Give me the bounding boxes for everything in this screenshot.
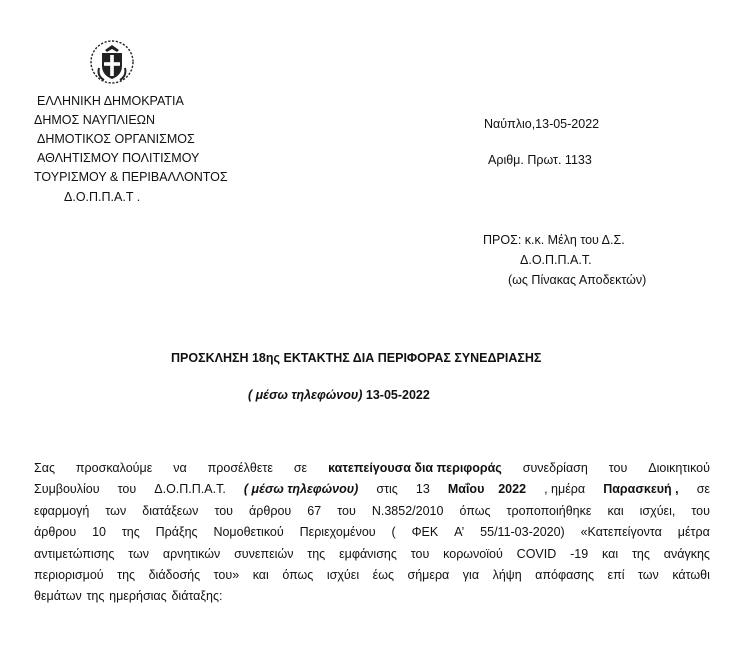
recipients-line-1: ΠΡΟΣ: κ.κ. Μέλη του Δ.Σ. — [483, 233, 625, 247]
word: σήμερα — [407, 568, 450, 583]
word: 10 — [92, 525, 106, 540]
word: ημερήσιας — [109, 589, 167, 604]
word: απόφασης — [535, 568, 594, 583]
header-line-4: ΑΘΛΗΤΙΣΜΟΥ ΠΟΛΙΤΙΣΜΟΥ — [37, 151, 200, 165]
word: κορωνοϊού — [443, 546, 503, 561]
word: συνεδρίαση — [522, 461, 588, 475]
word: 67 — [307, 503, 322, 518]
word: έως — [372, 568, 394, 583]
word: συνεπειών — [234, 546, 294, 561]
word: Δ.Ο.Π.Π.Α.Τ. — [154, 482, 226, 497]
word: της — [117, 568, 136, 583]
word: της — [631, 546, 650, 561]
body-line-5 — [34, 544, 710, 565]
word: ( — [391, 525, 396, 540]
word: των — [105, 503, 127, 518]
body-line-2 — [34, 479, 710, 500]
protocol-number: Αριθμ. Πρωτ. 1133 — [488, 153, 592, 167]
word: Α’ — [454, 525, 465, 540]
word: του — [214, 503, 233, 518]
word: σε — [696, 482, 710, 497]
word: Διοικητικού — [648, 461, 710, 475]
bold-date: Μαΐου 2022 — [447, 482, 527, 497]
bold-day: Παρασκευή , — [603, 482, 679, 497]
word: αντιμετώπισης — [34, 546, 115, 561]
word: του — [410, 546, 430, 561]
word: Συμβουλίου — [34, 482, 100, 497]
body-line-6 — [34, 565, 710, 586]
word: των — [128, 546, 150, 561]
word: σε — [293, 461, 308, 475]
word: διάδοσής — [148, 568, 201, 583]
document-title: ΠΡΟΣΚΛΗΣΗ 18ης ΕΚΤΑΚΤΗΣ ΔΙΑ ΠΕΡΙΦΟΡΑΣ ΣΥΝΕΔΡΙΑΣΗΣ — [171, 351, 542, 365]
word: όπως — [282, 568, 314, 583]
recipients-line-2: Δ.Ο.Π.Π.Α.Τ. — [520, 253, 592, 267]
body-line-7 — [34, 586, 710, 607]
word: αρνητικών — [162, 546, 221, 561]
word: και — [607, 503, 624, 518]
word: , ημέρα — [544, 482, 586, 497]
word: τροποποιήθηκε — [506, 503, 592, 518]
word: 13 — [415, 482, 430, 497]
word: ισχύει — [326, 568, 360, 583]
word: 55/11-03-2020) — [480, 525, 565, 540]
body-line-1 — [34, 458, 710, 479]
word: Ν.3852/2010 — [371, 503, 444, 518]
word: ισχύει, — [639, 503, 676, 518]
word: της — [307, 546, 326, 561]
bold-phrase: ( μέσω τηλεφώνου) — [243, 482, 359, 497]
word: Πράξης — [155, 525, 198, 540]
word: εφαρμογή — [34, 503, 90, 518]
word: στις — [376, 482, 398, 497]
word: «Κατεπείγοντα — [580, 525, 662, 540]
word: Νομοθετικού — [213, 525, 284, 540]
greek-emblem-icon — [90, 38, 134, 86]
body-line-4 — [34, 522, 710, 543]
word: του» — [213, 568, 240, 583]
word: ανάγκης — [663, 546, 710, 561]
word: προσκαλούμε — [75, 461, 153, 475]
word: της — [86, 589, 105, 604]
word: COVID — [516, 546, 557, 561]
word: του — [608, 461, 628, 475]
word: Περιεχομένου — [299, 525, 376, 540]
word: των — [638, 568, 659, 583]
word: -19 — [570, 546, 589, 561]
place-date: Ναύπλιο,13-05-2022 — [484, 117, 600, 131]
word: για — [462, 568, 480, 583]
word: να — [173, 461, 187, 475]
word: λήψη — [492, 568, 522, 583]
word: περιορισμού — [34, 568, 104, 583]
header-line-6: Δ.Ο.Π.Π.Α.Τ . — [64, 190, 141, 204]
word: μέτρα — [677, 525, 710, 540]
header-line-2: ΔΗΜΟΣ ΝΑΥΠΛΙΕΩΝ — [34, 113, 156, 127]
word: του — [337, 503, 356, 518]
word: του — [691, 503, 710, 518]
word: Σας — [34, 461, 55, 475]
word: όπως — [459, 503, 491, 518]
word: εμφάνισης — [339, 546, 397, 561]
word: διάταξης: — [171, 589, 223, 604]
word: και — [602, 546, 619, 561]
word: της — [121, 525, 140, 540]
word: και — [252, 568, 269, 583]
header-line-3: ΔΗΜΟΤΙΚΟΣ ΟΡΓΑΝΙΣΜΟΣ — [37, 132, 195, 146]
word: άρθρου — [249, 503, 292, 518]
word: επί — [607, 568, 625, 583]
body-line-3 — [34, 501, 710, 522]
document-subtitle — [248, 388, 430, 402]
header-line-1: ΕΛΛΗΝΙΚΗ ΔΗΜΟΚΡΑΤΙΑ — [37, 94, 184, 108]
word: θεμάτων — [34, 589, 82, 604]
word: άρθρου — [34, 525, 77, 540]
body-paragraph — [34, 458, 710, 608]
header-line-5: ΤΟΥΡΙΣΜΟΥ & ΠΕΡΙΒΑΛΛΟΝΤΟΣ — [34, 170, 228, 184]
subtitle-italic: ( μέσω τηλεφώνου) — [248, 388, 363, 402]
word: κάτωθι — [672, 568, 710, 583]
word: προσέλθετε — [207, 461, 273, 475]
word: διατάξεων — [142, 503, 199, 518]
recipients-line-3: (ως Πίνακας Αποδεκτών) — [508, 273, 647, 287]
bold-phrase: κατεπείγουσα δια περιφοράς — [328, 461, 502, 475]
word: του — [117, 482, 137, 497]
subtitle-date: 13-05-2022 — [362, 388, 430, 402]
word: ΦΕΚ — [411, 525, 439, 540]
